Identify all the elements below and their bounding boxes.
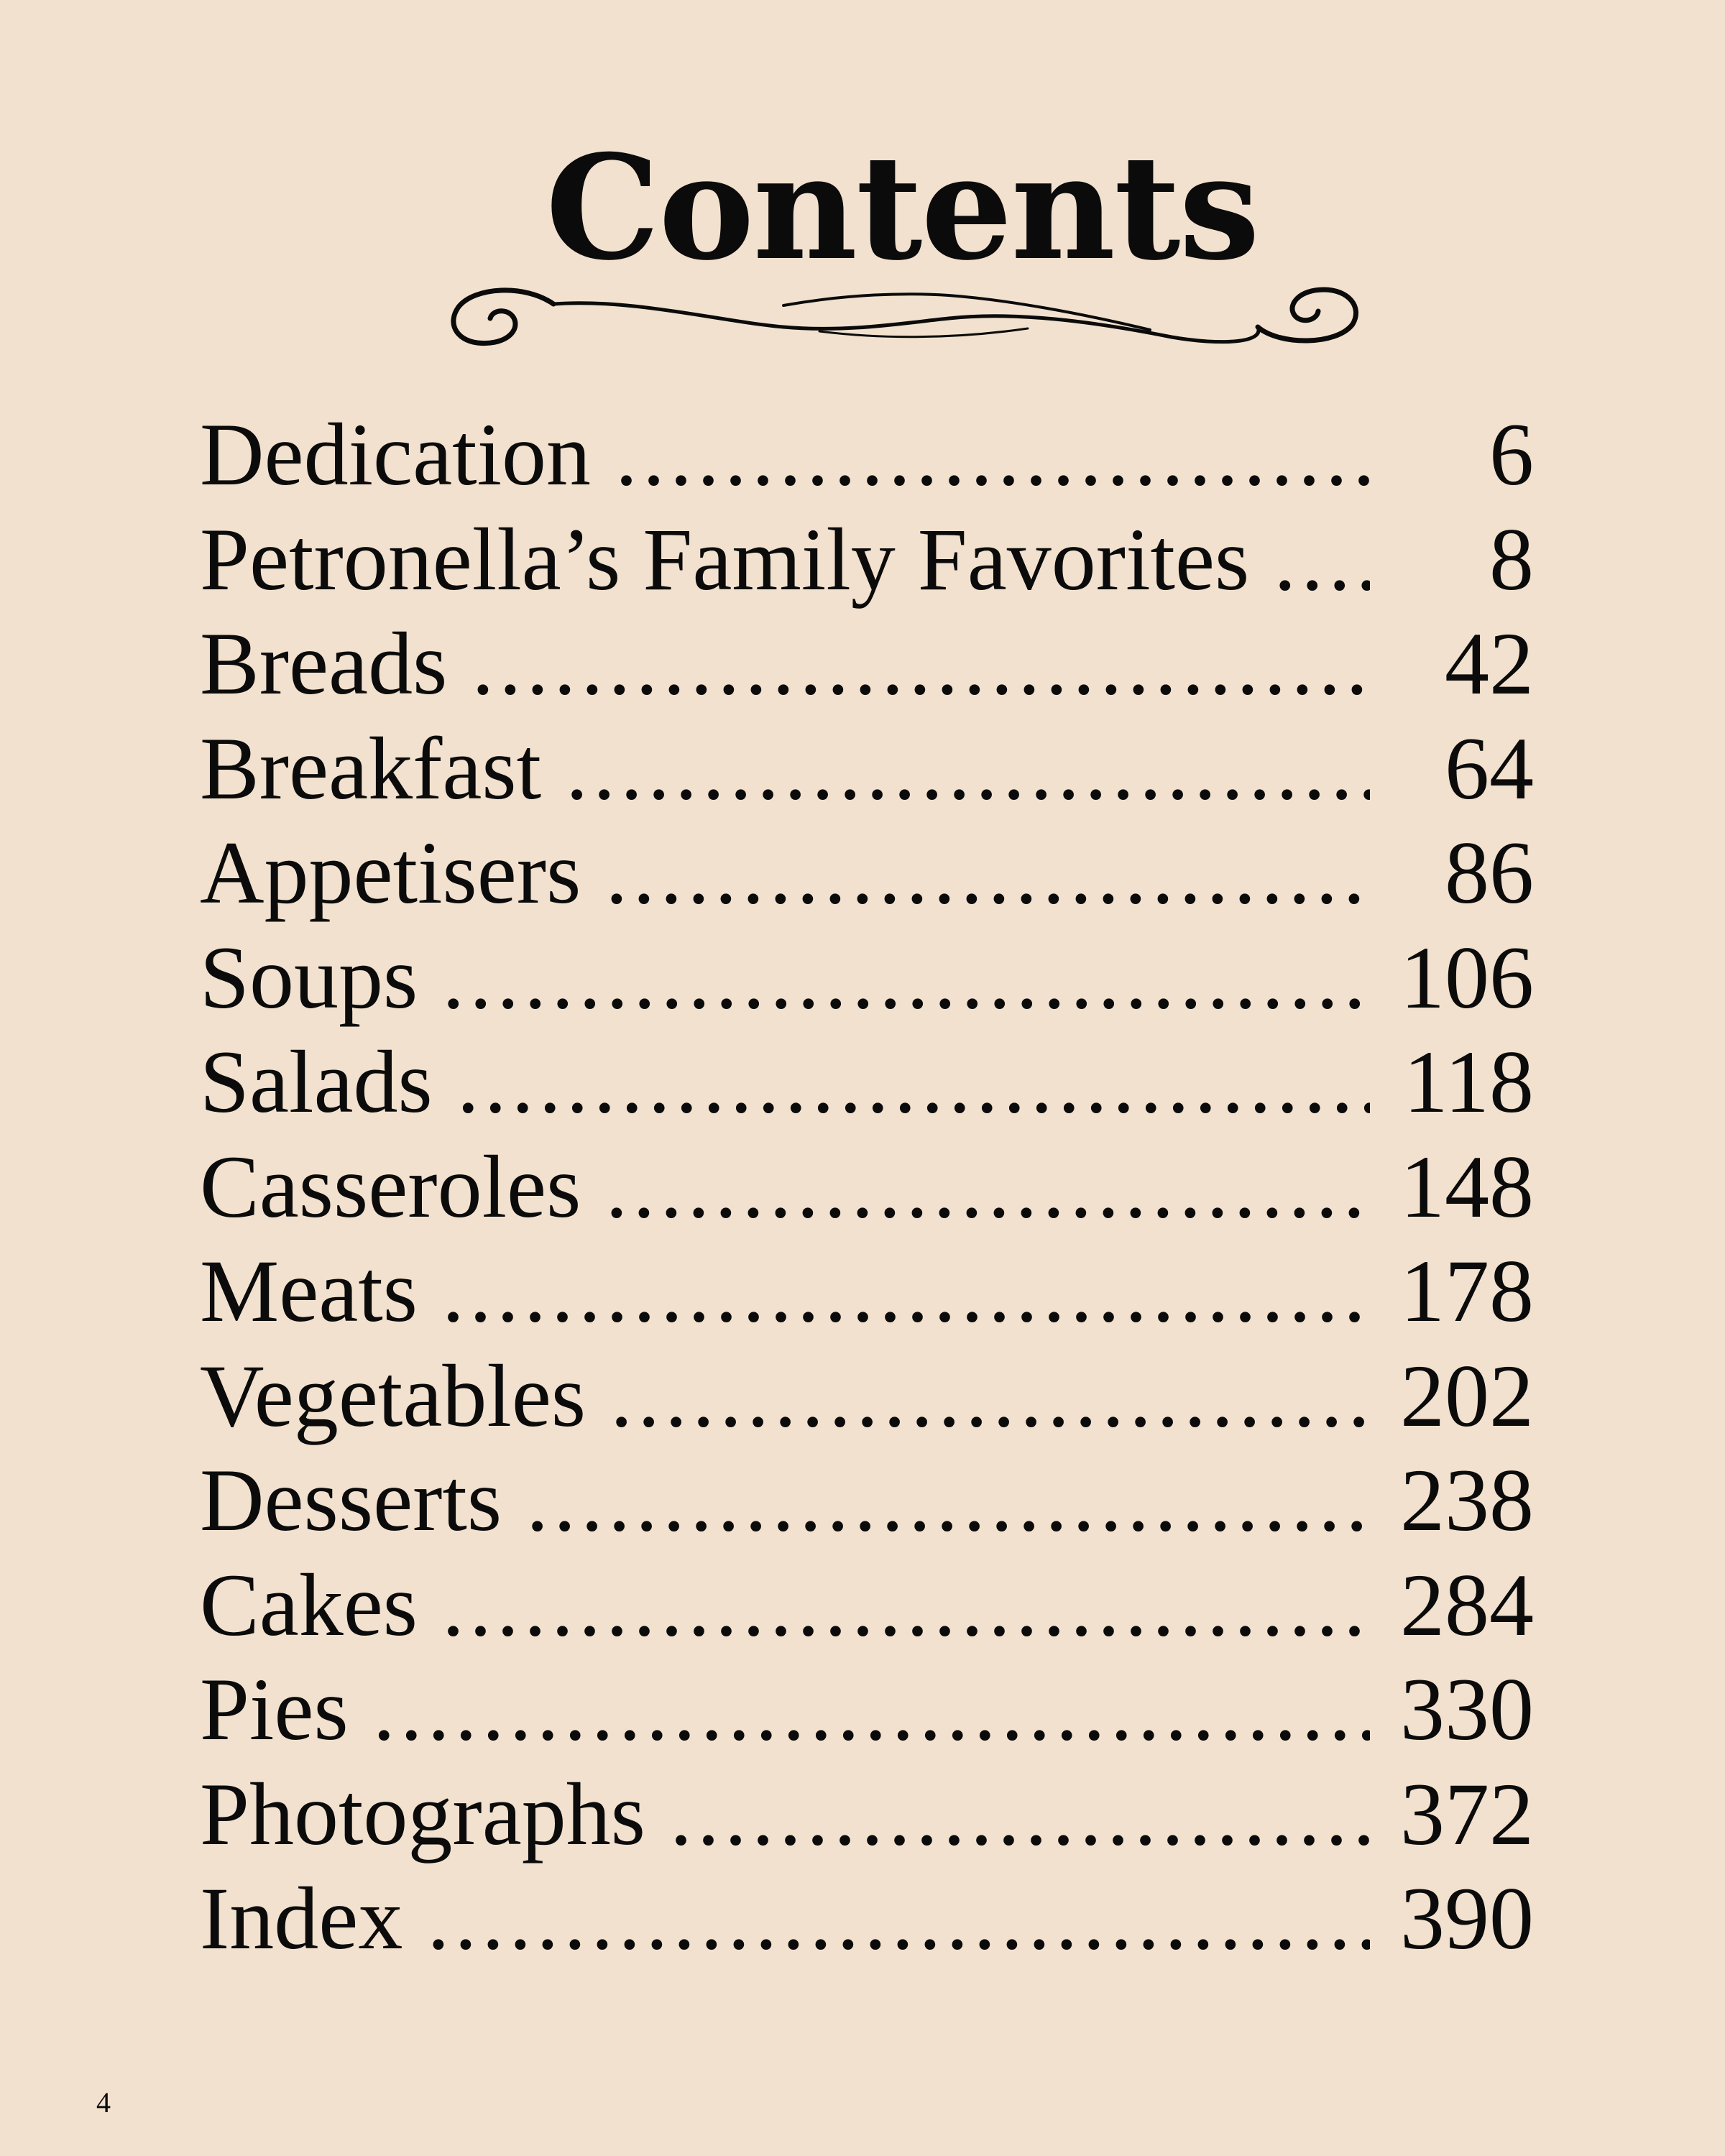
dot-leader [610, 1344, 1370, 1448]
toc-entry-pies[interactable] [200, 1657, 1534, 1762]
toc-entry-label: Cakes [200, 1555, 418, 1654]
toc-entry-page: 238 [1400, 1451, 1534, 1549]
toc-entry-label: Petronella’s Family Favorites [200, 510, 1250, 609]
toc-entry-label: Appetisers [200, 824, 581, 922]
dot-leader [373, 1657, 1370, 1761]
flourish-ornament-icon [446, 277, 1366, 356]
dot-leader [442, 1553, 1370, 1657]
toc-entry-label: Breakfast [200, 719, 542, 818]
dot-leader [615, 402, 1370, 507]
toc-entry-family-favorites[interactable] [200, 507, 1534, 612]
toc-entry-casseroles[interactable] [200, 1135, 1534, 1240]
dot-leader [670, 1762, 1370, 1866]
dot-leader [605, 821, 1370, 925]
dot-leader [566, 717, 1370, 821]
toc-entry-label: Meats [200, 1242, 418, 1340]
table-of-contents [200, 402, 1534, 1971]
toc-entry-meats[interactable] [200, 1239, 1534, 1344]
page-number: 4 [96, 2086, 111, 2119]
toc-entry-page: 86 [1445, 824, 1534, 922]
dot-leader [472, 612, 1370, 716]
toc-entry-salads[interactable] [200, 1030, 1534, 1135]
toc-entry-label: Breads [200, 614, 448, 713]
toc-entry-desserts[interactable] [200, 1448, 1534, 1553]
dot-leader [442, 926, 1370, 1030]
toc-entry-label: Vegetables [200, 1346, 586, 1445]
toc-entry-page: 148 [1400, 1137, 1534, 1236]
toc-entry-label: Desserts [200, 1451, 502, 1549]
page-title: Contents [545, 124, 1259, 292]
toc-entry-page: 330 [1400, 1660, 1534, 1759]
toc-entry-page: 284 [1400, 1555, 1534, 1654]
dot-leader [442, 1239, 1370, 1343]
dot-leader [427, 1866, 1370, 1971]
toc-entry-dedication[interactable] [200, 402, 1534, 507]
toc-entry-label: Photographs [200, 1764, 645, 1864]
toc-entry-label: Index [200, 1869, 403, 1968]
toc-entry-page: 8 [1489, 510, 1534, 609]
toc-entry-page: 390 [1400, 1869, 1534, 1968]
dot-leader [526, 1448, 1370, 1552]
dot-leader [457, 1030, 1370, 1134]
toc-entry-label: Casseroles [200, 1137, 581, 1236]
toc-entry-page: 372 [1400, 1764, 1534, 1864]
toc-entry-index[interactable] [200, 1866, 1534, 1971]
toc-entry-label: Soups [200, 928, 418, 1027]
toc-entry-page: 178 [1400, 1242, 1534, 1340]
toc-entry-label: Salads [200, 1033, 433, 1131]
toc-entry-appetisers[interactable] [200, 821, 1534, 926]
toc-entry-breakfast[interactable] [200, 717, 1534, 821]
dot-leader [1274, 507, 1370, 612]
toc-entry-page: 42 [1445, 614, 1534, 713]
toc-entry-vegetables[interactable] [200, 1344, 1534, 1449]
toc-entry-breads[interactable] [200, 612, 1534, 717]
toc-entry-page: 118 [1403, 1033, 1534, 1131]
toc-entry-page: 64 [1445, 719, 1534, 818]
toc-entry-page: 202 [1400, 1346, 1534, 1445]
toc-entry-label: Pies [200, 1660, 349, 1759]
toc-entry-page: 6 [1489, 405, 1534, 504]
toc-entry-photographs[interactable] [200, 1762, 1534, 1867]
toc-entry-page: 106 [1400, 928, 1534, 1027]
toc-entry-soups[interactable] [200, 926, 1534, 1031]
toc-entry-cakes[interactable] [200, 1553, 1534, 1658]
toc-entry-label: Dedication [200, 405, 592, 504]
dot-leader [605, 1135, 1370, 1239]
